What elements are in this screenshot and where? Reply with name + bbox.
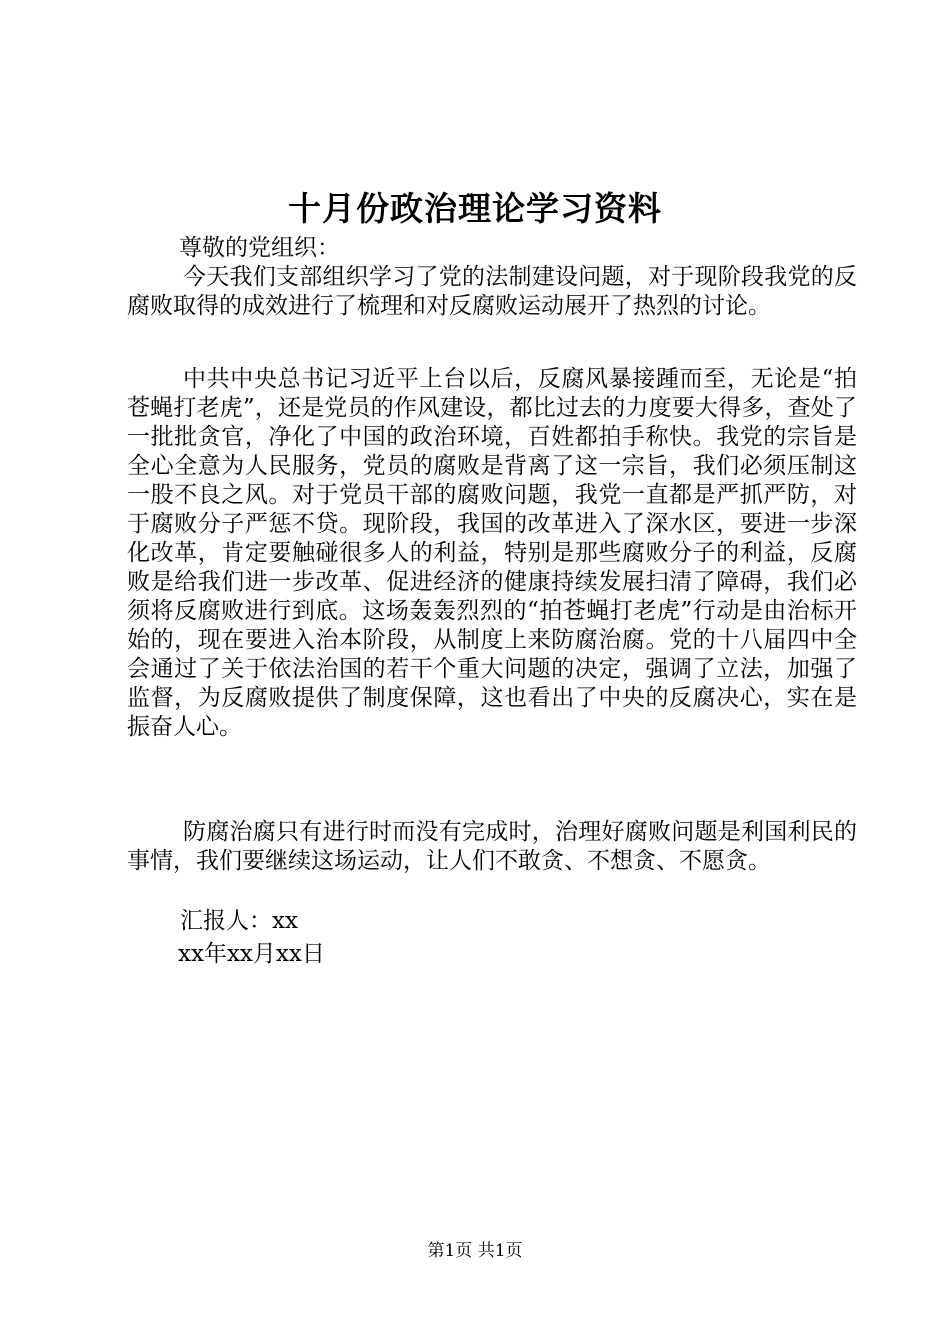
document-title: 十月份政治理论学习资料 [288, 189, 662, 228]
page-footer: 第1页 共1页 [427, 1241, 523, 1261]
reporter-line: 汇报人：xx [180, 908, 298, 934]
salutation: 尊敬的党组织： [179, 235, 340, 261]
date-line: xx年xx月xx日 [178, 941, 325, 967]
paragraph-2: 中共中央总书记习近平上台以后，反腐风暴接踵而至，无论是“拍苍蝇打老虎”，还是党员的作风建设，都比过去的力度要大得多，查处了一批批贪官，净化了中国的政治环境，百姓都拍手称快。我党的宗旨是全心全意为人民服务，党员的腐败是背离了这一宗旨，我们必须压制这一股不良之风。对于党员干部的腐败问题，我党一直都是严抓严防，对于腐败分子严惩不贷。现阶段，我国的改革进入了深水区，要进一步深化改革，肯定要触碰很多人的利益，特别是那些腐败分子的利益，反腐败是给我们进一步改革、促进经济的健康持续发展扫清了障碍，我们必须将反腐败进行到底。这场轰轰烈烈的“拍苍蝇打老虎”行动是由治标开始的，现在要进入治本阶段，从制度上来防腐治腐。党的十八届四中全会通过了关于依法治国的若干个重大问题的决定，强调了立法，加强了监督，为反腐败提供了制度保障，这也看出了中央的反腐决心，实在是振奋人心。 [127, 366, 857, 740]
paragraph-3: 防腐治腐只有进行时而没有完成时，治理好腐败问题是利国利民的事情，我们要继续这场运动，让人们不敢贪、不想贪、不愿贪。 [127, 819, 857, 874]
paragraph-1: 今天我们支部组织学习了党的法制建设问题，对于现阶段我党的反腐败取得的成效进行了梳理和对反腐败运动展开了热烈的讨论。 [127, 264, 857, 319]
